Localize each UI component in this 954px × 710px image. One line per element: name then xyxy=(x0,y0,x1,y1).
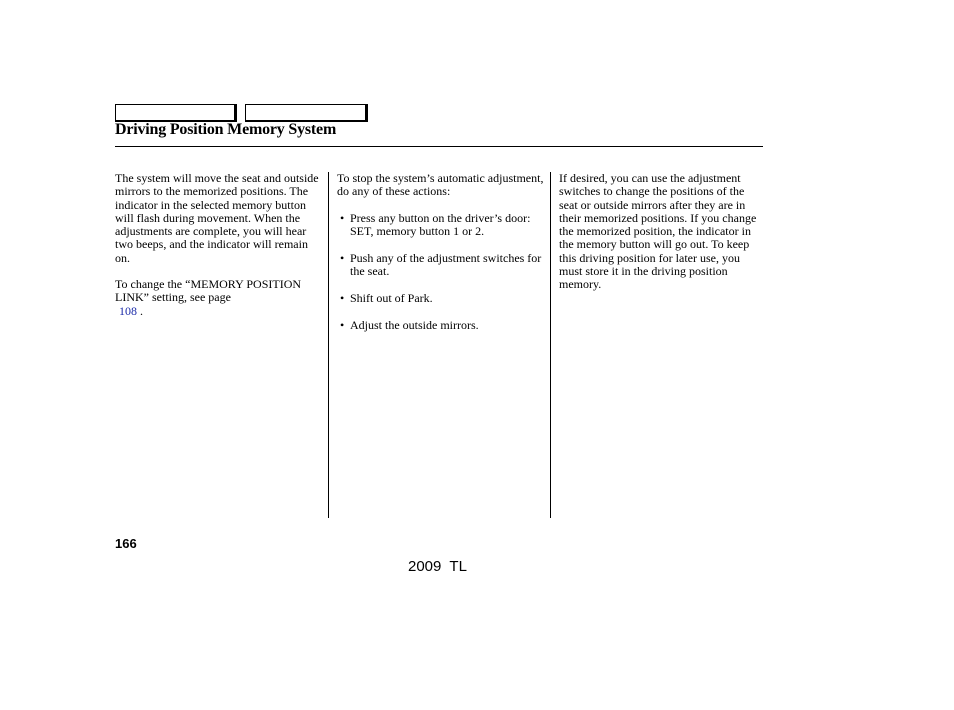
list-item xyxy=(337,292,547,305)
bullet-icon: • xyxy=(340,317,345,332)
title-rule xyxy=(115,146,763,147)
list-item xyxy=(337,319,547,332)
nav-tab-box-2[interactable] xyxy=(245,104,368,122)
col3-paragraph: If desired, you can use the adjustment switches to change the positions of the seat or outside mirrors after they are in their memorized positions. If you change the memorized position, the indicator in the memory button will go out. To keep this driving position for later use, you must store it in the driving position memory. xyxy=(559,171,757,292)
column-3 xyxy=(559,172,759,305)
list-item-text: Push any of the adjustment switches for the seat. xyxy=(350,250,542,278)
page-link-108[interactable]: 108 xyxy=(119,303,137,318)
bullet-icon: • xyxy=(340,210,345,225)
bullet-icon: • xyxy=(340,250,345,265)
col1-paragraph-2 xyxy=(115,278,325,318)
list-item xyxy=(337,212,547,239)
column-divider-2 xyxy=(550,172,551,518)
link-suffix: . xyxy=(140,303,143,318)
page-title: Driving Position Memory System xyxy=(115,121,337,138)
col2-intro: To stop the system’s automatic adjustment, do any of these actions: xyxy=(337,171,544,199)
footer-model-label: 2009 TL xyxy=(408,558,467,575)
bullet-icon: • xyxy=(340,290,345,305)
column-divider-1 xyxy=(328,172,329,518)
col1-paragraph-1: The system will move the seat and outside mirrors to the memorized positions. The indicator in the selected memory button will flash during movement. When the adjustments are complete, you will hear two beeps, and the indicator will remain on. xyxy=(115,171,319,265)
action-list xyxy=(337,212,547,332)
col1-paragraph-2-text: To change the “MEMORY POSITION LINK” setting, see page xyxy=(115,277,302,305)
nav-tab-box-1[interactable] xyxy=(115,104,237,122)
list-item-text: Shift out of Park. xyxy=(350,290,433,305)
page-number: 166 xyxy=(115,536,137,551)
list-item-text: Press any button on the driver’s door: SET, memory button 1 or 2. xyxy=(350,210,531,238)
list-item-text: Adjust the outside mirrors. xyxy=(350,317,479,332)
column-2 xyxy=(337,172,547,345)
column-1 xyxy=(115,172,325,331)
list-item xyxy=(337,252,547,279)
